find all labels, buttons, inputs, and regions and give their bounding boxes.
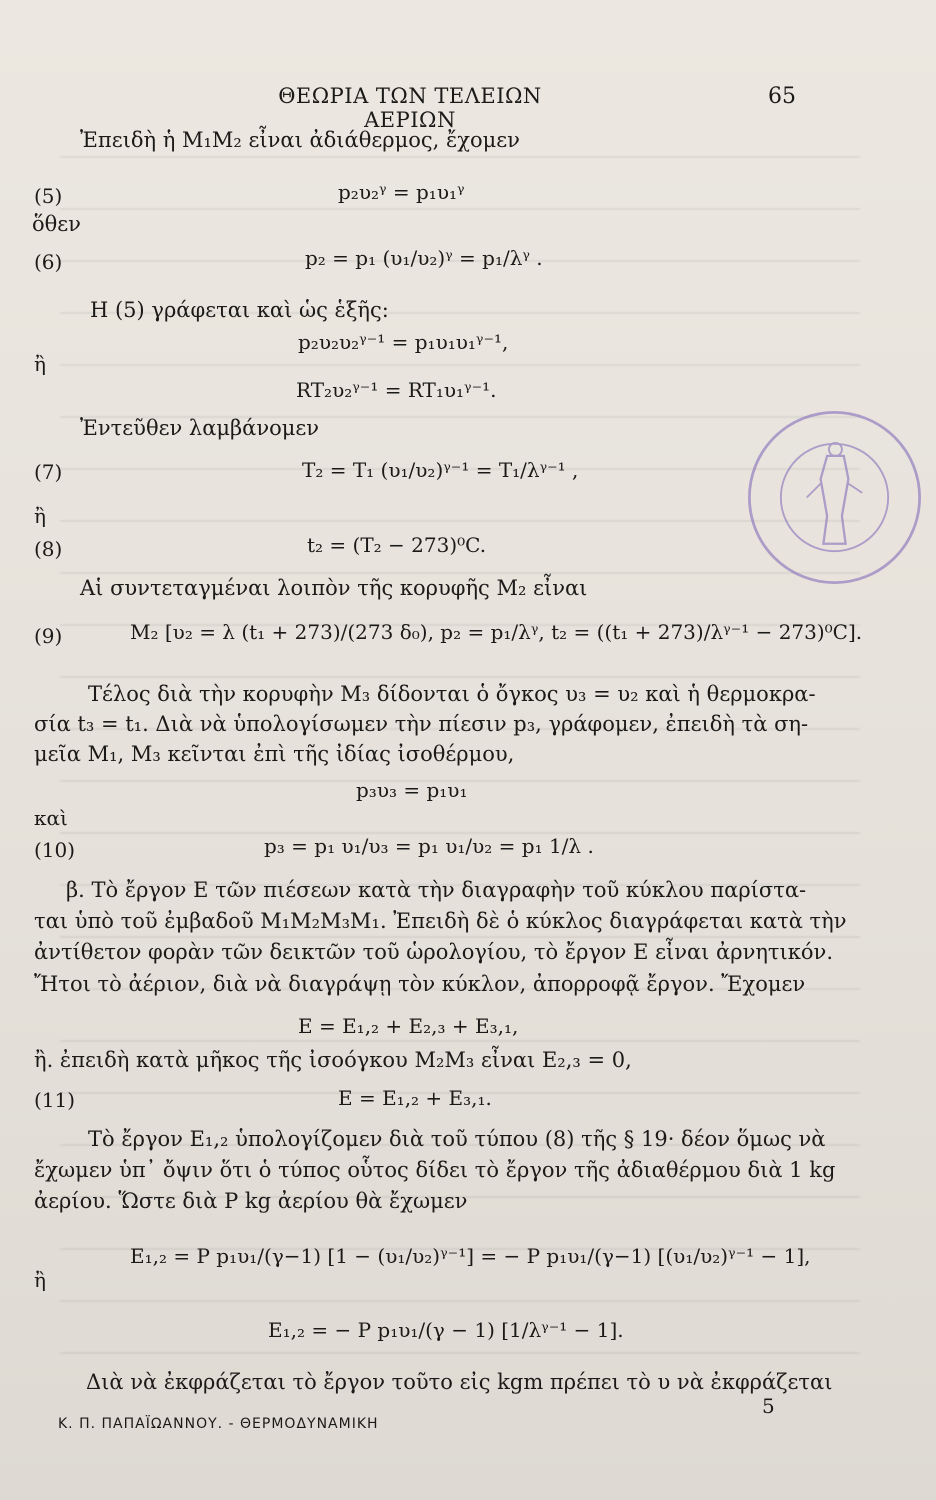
text-line: ἢ — [34, 352, 46, 376]
equation: t₂ = (T₂ − 273)⁰C. — [307, 533, 487, 557]
equation: p₂υ₂ᵞ = p₁υ₁ᵞ — [338, 180, 465, 204]
equation: E₁,₂ = − P p₁υ₁/(γ − 1) [1/λᵞ⁻¹ − 1]. — [268, 1318, 624, 1342]
equation: RT₂υ₂ᵞ⁻¹ = RT₁υ₁ᵞ⁻¹. — [296, 378, 497, 402]
text-line: Τὸ ἔργον E₁,₂ ὑπολογίζομεν διὰ τοῦ τύπου (8) τῆς § 19· δέον ὅμως νὰ — [88, 1127, 826, 1151]
equation: p₂υ₂υ₂ᵞ⁻¹ = p₁υ₁υ₁ᵞ⁻¹, — [298, 330, 509, 354]
text-line: Ἐπειδὴ ἡ M₁M₂ εἶναι ἀδιάθερμος, ἔχομεν — [80, 128, 520, 152]
text-line: ὅθεν — [32, 212, 81, 236]
text-line: Αἱ συντεταγμέναι λοιπὸν τῆς κορυφῆς M₂ εἶναι — [80, 576, 588, 600]
equation-number: (9) — [34, 624, 63, 648]
text-line: ἔχωμεν ὑπ᾽ ὄψιν ὅτι ὁ τύπος οὗτος δίδει τὸ ἔργον τῆς ἀδιαθέρμου διὰ 1 kg — [34, 1158, 836, 1182]
text-line: ἀερίου. Ὥστε διὰ P kg ἀερίου θὰ ἔχωμεν — [34, 1189, 468, 1213]
library-stamp — [742, 405, 927, 590]
equation-number: (5) — [34, 184, 63, 208]
text-line: καὶ — [34, 806, 68, 830]
text-line: μεῖα M₁, M₃ κεῖνται ἐπὶ τῆς ἰδίας ἰσοθέρμου, — [34, 742, 515, 766]
equation-number: (8) — [34, 537, 63, 561]
signature-number: 5 — [762, 1394, 775, 1418]
text-line: ἢ — [34, 1268, 46, 1292]
text-line: Ἤτοι τὸ ἀέριον, διὰ νὰ διαγράψῃ τὸν κύκλον, ἀπορροφᾷ ἔργον. Ἔχομεν — [34, 972, 806, 996]
text-line: β. Τὸ ἔργον E τῶν πιέσεων κατὰ τὴν διαγραφὴν τοῦ κύκλου παρίστα- — [66, 878, 807, 902]
text-line: ται ὑπὸ τοῦ ἐμβαδοῦ M₁M₂M₃M₁. Ἐπειδὴ δὲ ὁ κύκλος διαγράφεται κατὰ τὴν — [34, 909, 847, 933]
page-number: 65 — [768, 84, 796, 109]
equation: E₁,₂ = P p₁υ₁/(γ−1) [1 − (υ₁/υ₂)ᵞ⁻¹] = − P p₁υ₁/(γ−1) [(υ₁/υ₂)ᵞ⁻¹ − 1], — [130, 1244, 811, 1268]
equation: p₃υ₃ = p₁υ₁ — [356, 778, 468, 802]
text-line: Τέλος διὰ τὴν κορυφὴν M₃ δίδονται ὁ ὄγκος υ₃ = υ₂ καὶ ἡ θερμοκρα- — [88, 682, 816, 706]
equation: E = E₁,₂ + E₂,₃ + E₃,₁, — [298, 1014, 519, 1038]
equation-number: (10) — [34, 838, 76, 862]
text-line: Ἐντεῦθεν λαμβάνομεν — [80, 416, 320, 440]
equation: T₂ = T₁ (υ₁/υ₂)ᵞ⁻¹ = T₁/λᵞ⁻¹ , — [302, 458, 579, 482]
text-line: Διὰ νὰ ἐκφράζεται τὸ ἔργον τοῦτο εἰς kgm πρέπει τὸ υ νὰ ἐκφράζεται — [86, 1370, 833, 1394]
footer-author-title: Κ. Π. ΠΑΠΑΪΩΑΝΝΟΥ. - ΘΕΡΜΟΔΥΝΑΜΙΚΗ — [58, 1416, 379, 1432]
equation: M₂ [υ₂ = λ (t₁ + 273)/(273 δ₀), p₂ = p₁/λᵞ, t₂ = ((t₁ + 273)/λᵞ⁻¹ − 273)⁰C]. — [130, 620, 863, 644]
equation: E = E₁,₂ + E₃,₁. — [338, 1086, 492, 1110]
text-line: ἢ. ἐπειδὴ κατὰ μῆκος τῆς ἰσοόγκου M₂M₃ εἶναι E₂,₃ = 0, — [34, 1048, 632, 1072]
equation: p₃ = p₁ υ₁/υ₃ = p₁ υ₁/υ₂ = p₁ 1/λ . — [264, 834, 594, 858]
equation-number: (11) — [34, 1088, 76, 1112]
text-line: σία t₃ = t₁. Διὰ νὰ ὑπολογίσωμεν τὴν πίεσιν p₃, γράφομεν, ἐπειδὴ τὰ ση- — [34, 712, 809, 736]
equation: p₂ = p₁ (υ₁/υ₂)ᵞ = p₁/λᵞ . — [305, 246, 543, 270]
text-line: ἢ — [34, 504, 46, 528]
text-line: ἀντίθετον φορὰν τῶν δεικτῶν τοῦ ὡρολογίου, τὸ ἔργον E εἶναι ἀρνητικόν. — [34, 940, 833, 964]
equation-number: (7) — [34, 460, 63, 484]
equation-number: (6) — [34, 250, 63, 274]
text-line: Η (5) γράφεται καὶ ὡς ἑξῆς: — [90, 298, 389, 322]
running-header: ΘΕΩΡΙΑ ΤΩΝ ΤΕΛΕΙΩΝ ΑΕΡΙΩΝ — [278, 84, 542, 132]
